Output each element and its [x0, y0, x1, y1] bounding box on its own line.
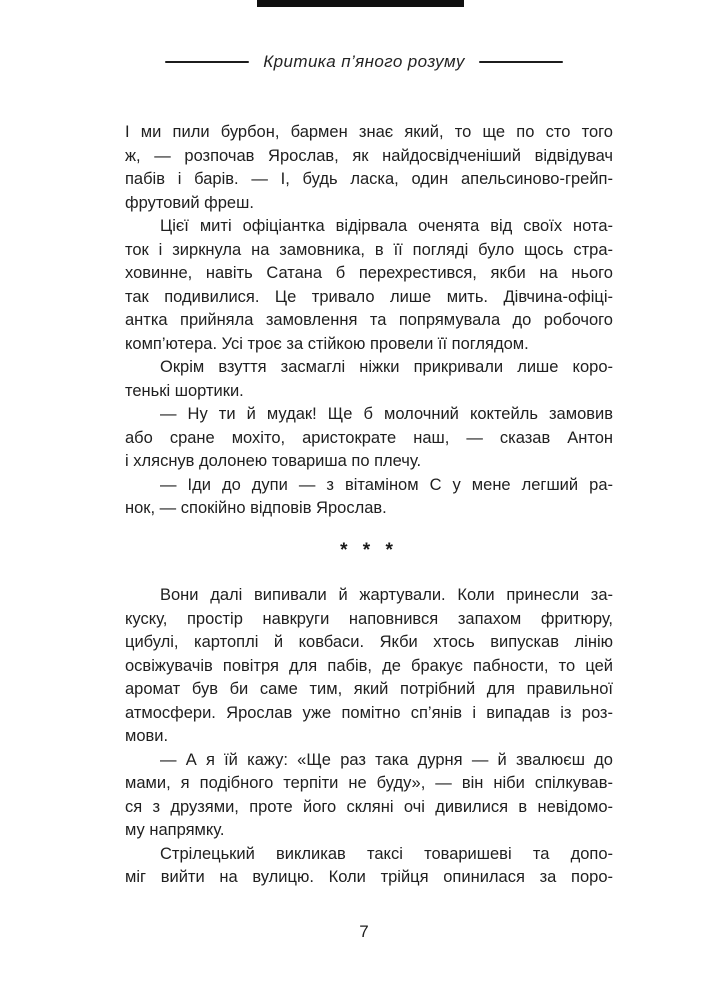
text-line: нок, — спокійно відповів Ярослав. [125, 499, 387, 517]
text-line: мами, я подібного терпіти не буду», — він ніби спілкував- [125, 774, 613, 792]
text-line: міг вийти на вулицю. Коли трійця опинилася за поро- [125, 868, 613, 886]
text-line: — А я їй кажу: «Ще раз така дурня — й звалюєш до [160, 750, 613, 769]
text-line: ж, — розпочав Ярослав, як найдосвідченіший відвідувач [125, 146, 613, 165]
text-line: антка прийняла замовлення та попрямувала до робочого [125, 311, 613, 329]
text-line: ся з друзями, проте його скляні очі дивилися в невідомо- [125, 797, 613, 816]
text-line: ток і зиркнула на замовника, в її погляді було щось стра- [125, 240, 613, 259]
top-crop-artifact-bar [257, 0, 464, 7]
text-line: — Іди до дупи — з вітаміном С у мене легший ра- [160, 475, 613, 494]
page-number: 7 [359, 922, 369, 941]
text-line: Окрім взуття засмаглі ніжки прикривали лише коро- [160, 358, 613, 376]
text-line: — Ну ти й мудак! Ще б молочний коктейль замовив [160, 405, 613, 423]
paragraph [125, 474, 613, 521]
paragraph [125, 215, 613, 356]
header-rule-right [479, 61, 563, 63]
text-line: або сране мохіто, аристократе наш, — сказав Антон [125, 428, 613, 447]
text-line: цибулі, картоплі й ковбаси. Якби хтось випускав лінію [125, 633, 613, 651]
text-line: фрутовий фреш. [125, 193, 254, 212]
paragraph [125, 356, 613, 403]
paragraph [125, 843, 613, 890]
text-line: комп’ютера. Усі троє за стійкою провели її поглядом. [125, 334, 529, 353]
text-line: ховинне, навіть Сатана б перехрестився, якби на нього [125, 264, 613, 282]
text-line: Цієї миті офіціантка відірвала оченята від своїх нота- [160, 217, 613, 235]
scene-separator: * * * [340, 539, 398, 561]
text-line: куску, простір навкруги наповнився запахом фритюру, [125, 609, 613, 628]
text-column [125, 121, 613, 890]
paragraph [125, 584, 613, 749]
text-line: тенькі шортики. [125, 381, 244, 400]
paragraph [125, 121, 613, 215]
page-footer [0, 922, 728, 942]
chapter-title: Критика п’яного розуму [263, 52, 465, 71]
running-header [0, 52, 728, 72]
text-line: мови. [125, 727, 169, 745]
paragraph [125, 749, 613, 843]
text-line: І ми пили бурбон, бармен знає який, то ще по сто того [125, 123, 613, 141]
text-line: так подивилися. Це тривало лише мить. Дівчина-офіці- [125, 287, 613, 306]
text-line: Стрілецький викликав таксі товаришеві та допо- [160, 844, 613, 863]
text-line: атмосфери. Ярослав уже помітно сп’янів і випадав із роз- [125, 703, 613, 722]
text-line: Вони далі випивали й жартували. Коли принесли за- [160, 586, 613, 604]
text-line: аромат був би саме тим, який потрібний для правильної [125, 680, 613, 698]
header-rule-left [165, 61, 249, 63]
text-line: освіжувачів повітря для пабів, де бракує пабности, то цей [125, 656, 613, 675]
text-line: і хляснув долонею товариша по плечу. [125, 452, 422, 470]
text-line: му напрямку. [125, 821, 225, 839]
text-line: пабів і барів. — І, будь ласка, один апельсиново-грейп- [125, 170, 613, 188]
paragraph [125, 403, 613, 474]
